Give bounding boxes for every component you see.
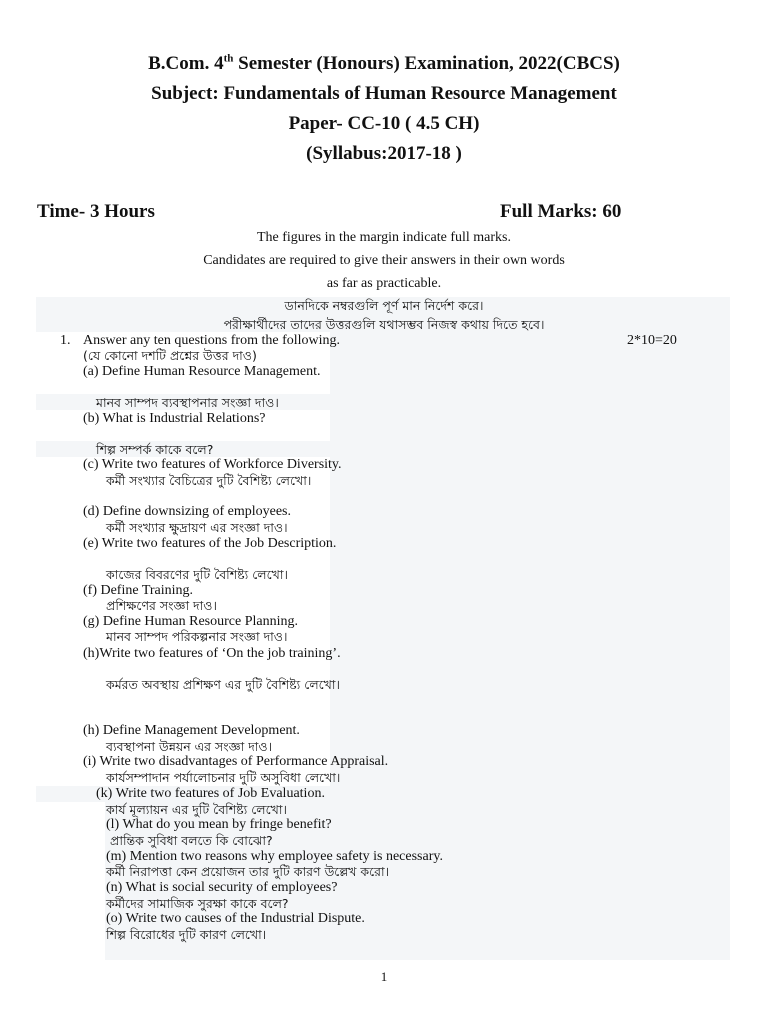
exam-title bbox=[0, 53, 768, 75]
item-e: (e) Write two features of the Job Description. bbox=[83, 536, 337, 551]
exam-title-pre: B.Com. 4 bbox=[148, 53, 224, 74]
item-h2: (h) Define Management Development. bbox=[83, 723, 300, 738]
item-l: (l) What do you mean by fringe benefit? bbox=[106, 817, 332, 832]
item-c-bn: কর্মী সংখ্যার বৈচিত্রের দুটি বৈশিষ্ট্য লেখো। bbox=[106, 473, 312, 488]
item-d: (d) Define downsizing of employees. bbox=[83, 504, 291, 519]
item-l-bn: প্রান্তিক সুবিধা বলতে কি বোঝো? bbox=[110, 833, 273, 848]
item-k-bn: কার্য মূল্যায়ন এর দুটি বৈশিষ্ট্য লেখো। bbox=[106, 802, 287, 817]
item-g-bn: মানব সাম্পদ পরিকল্পনার সংজ্ঞা দাও। bbox=[106, 629, 288, 644]
question-number: 1. bbox=[60, 333, 71, 348]
item-a: (a) Define Human Resource Management. bbox=[83, 364, 321, 379]
item-o: (o) Write two causes of the Industrial Dispute. bbox=[106, 911, 365, 926]
syllabus-year: (Syllabus:2017-18 ) bbox=[306, 143, 462, 164]
item-h1: (h)Write two features of ‘On the job training’. bbox=[83, 646, 341, 661]
instruction-en-1: The figures in the margin indicate full marks. bbox=[256, 230, 511, 245]
item-c: (c) Write two features of Workforce Diversity. bbox=[83, 457, 342, 472]
instruction-en-2: Candidates are required to give their answers in their own words bbox=[203, 253, 565, 268]
item-e-bn: কাজের বিবরণের দুটি বৈশিষ্ট্য লেখো। bbox=[106, 567, 288, 582]
item-f-bn: প্রশিক্ষণের সংজ্ঞা দাও। bbox=[106, 598, 217, 613]
full-marks: Full Marks: 60 bbox=[500, 201, 622, 222]
paper-code: Paper- CC-10 ( 4.5 CH) bbox=[288, 113, 480, 134]
item-h1-bn: কর্মরত অবস্থায় প্রশিক্ষণ এর দুটি বৈশিষ্ট্য লেখো। bbox=[106, 677, 340, 692]
item-i: (i) Write two disadvantages of Performance Appraisal. bbox=[83, 754, 389, 769]
item-n: (n) What is social security of employees? bbox=[106, 880, 338, 895]
exam-title-post: Semester (Honours) Examination, 2022(CBCS) bbox=[233, 53, 620, 74]
item-b-bn: শিল্প সম্পর্ক কাকে বলে? bbox=[96, 442, 214, 457]
question-text: Answer any ten questions from the following. bbox=[83, 333, 341, 348]
instruction-en-3: as far as practicable. bbox=[326, 276, 442, 291]
question-text-bn: (যে কোনো দশটি প্রশ্নের উত্তর দাও) bbox=[83, 348, 257, 363]
question-marks: 2*10=20 bbox=[627, 333, 677, 348]
item-h2-bn: ব্যবস্থাপনা উন্নয়ন এর সংজ্ঞা দাও। bbox=[106, 739, 273, 754]
page-number: 1 bbox=[380, 969, 388, 984]
item-a-bn: মানব সাম্পদ ব্যবস্থাপনার সংজ্ঞা দাও। bbox=[96, 395, 279, 410]
shaded-band-right bbox=[330, 332, 730, 792]
item-k: (k) Write two features of Job Evaluation. bbox=[96, 786, 325, 801]
instruction-bn-1: ডানদিকে নম্বরগুলি পূর্ণ মান নির্দেশ করে। bbox=[284, 298, 484, 313]
item-d-bn: কর্মী সংখ্যার ক্ষুদ্রায়ণ এর সংজ্ঞা দাও। bbox=[106, 520, 288, 535]
item-m: (m) Mention two reasons why employee safety is necessary. bbox=[106, 849, 443, 864]
item-f: (f) Define Training. bbox=[83, 583, 194, 598]
subject-title: Subject: Fundamentals of Human Resource Management bbox=[151, 83, 617, 104]
item-m-bn: কর্মী নিরাপত্তা কেন প্রয়োজন তার দুটি কারণ উল্লেখ করো। bbox=[106, 864, 390, 879]
instruction-bn-2: পরীক্ষার্থীদের তাদের উত্তরগুলি যথাসম্ভব নিজস্ব কথায় দিতে হবে। bbox=[223, 317, 545, 332]
item-i-bn: কার্যসম্পাদান পর্যালোচনার দুটি অসুবিধা লেখো। bbox=[106, 770, 341, 785]
exam-title-sup: th bbox=[223, 52, 234, 65]
exam-time: Time- 3 Hours bbox=[37, 201, 155, 222]
item-b: (b) What is Industrial Relations? bbox=[83, 411, 266, 426]
item-o-bn: শিল্প বিরোধের দুটি কারণ লেখো। bbox=[106, 927, 267, 942]
item-n-bn: কর্মীদের সামাজিক সুরক্ষা কাকে বলে? bbox=[106, 896, 289, 911]
item-g: (g) Define Human Resource Planning. bbox=[83, 614, 298, 629]
